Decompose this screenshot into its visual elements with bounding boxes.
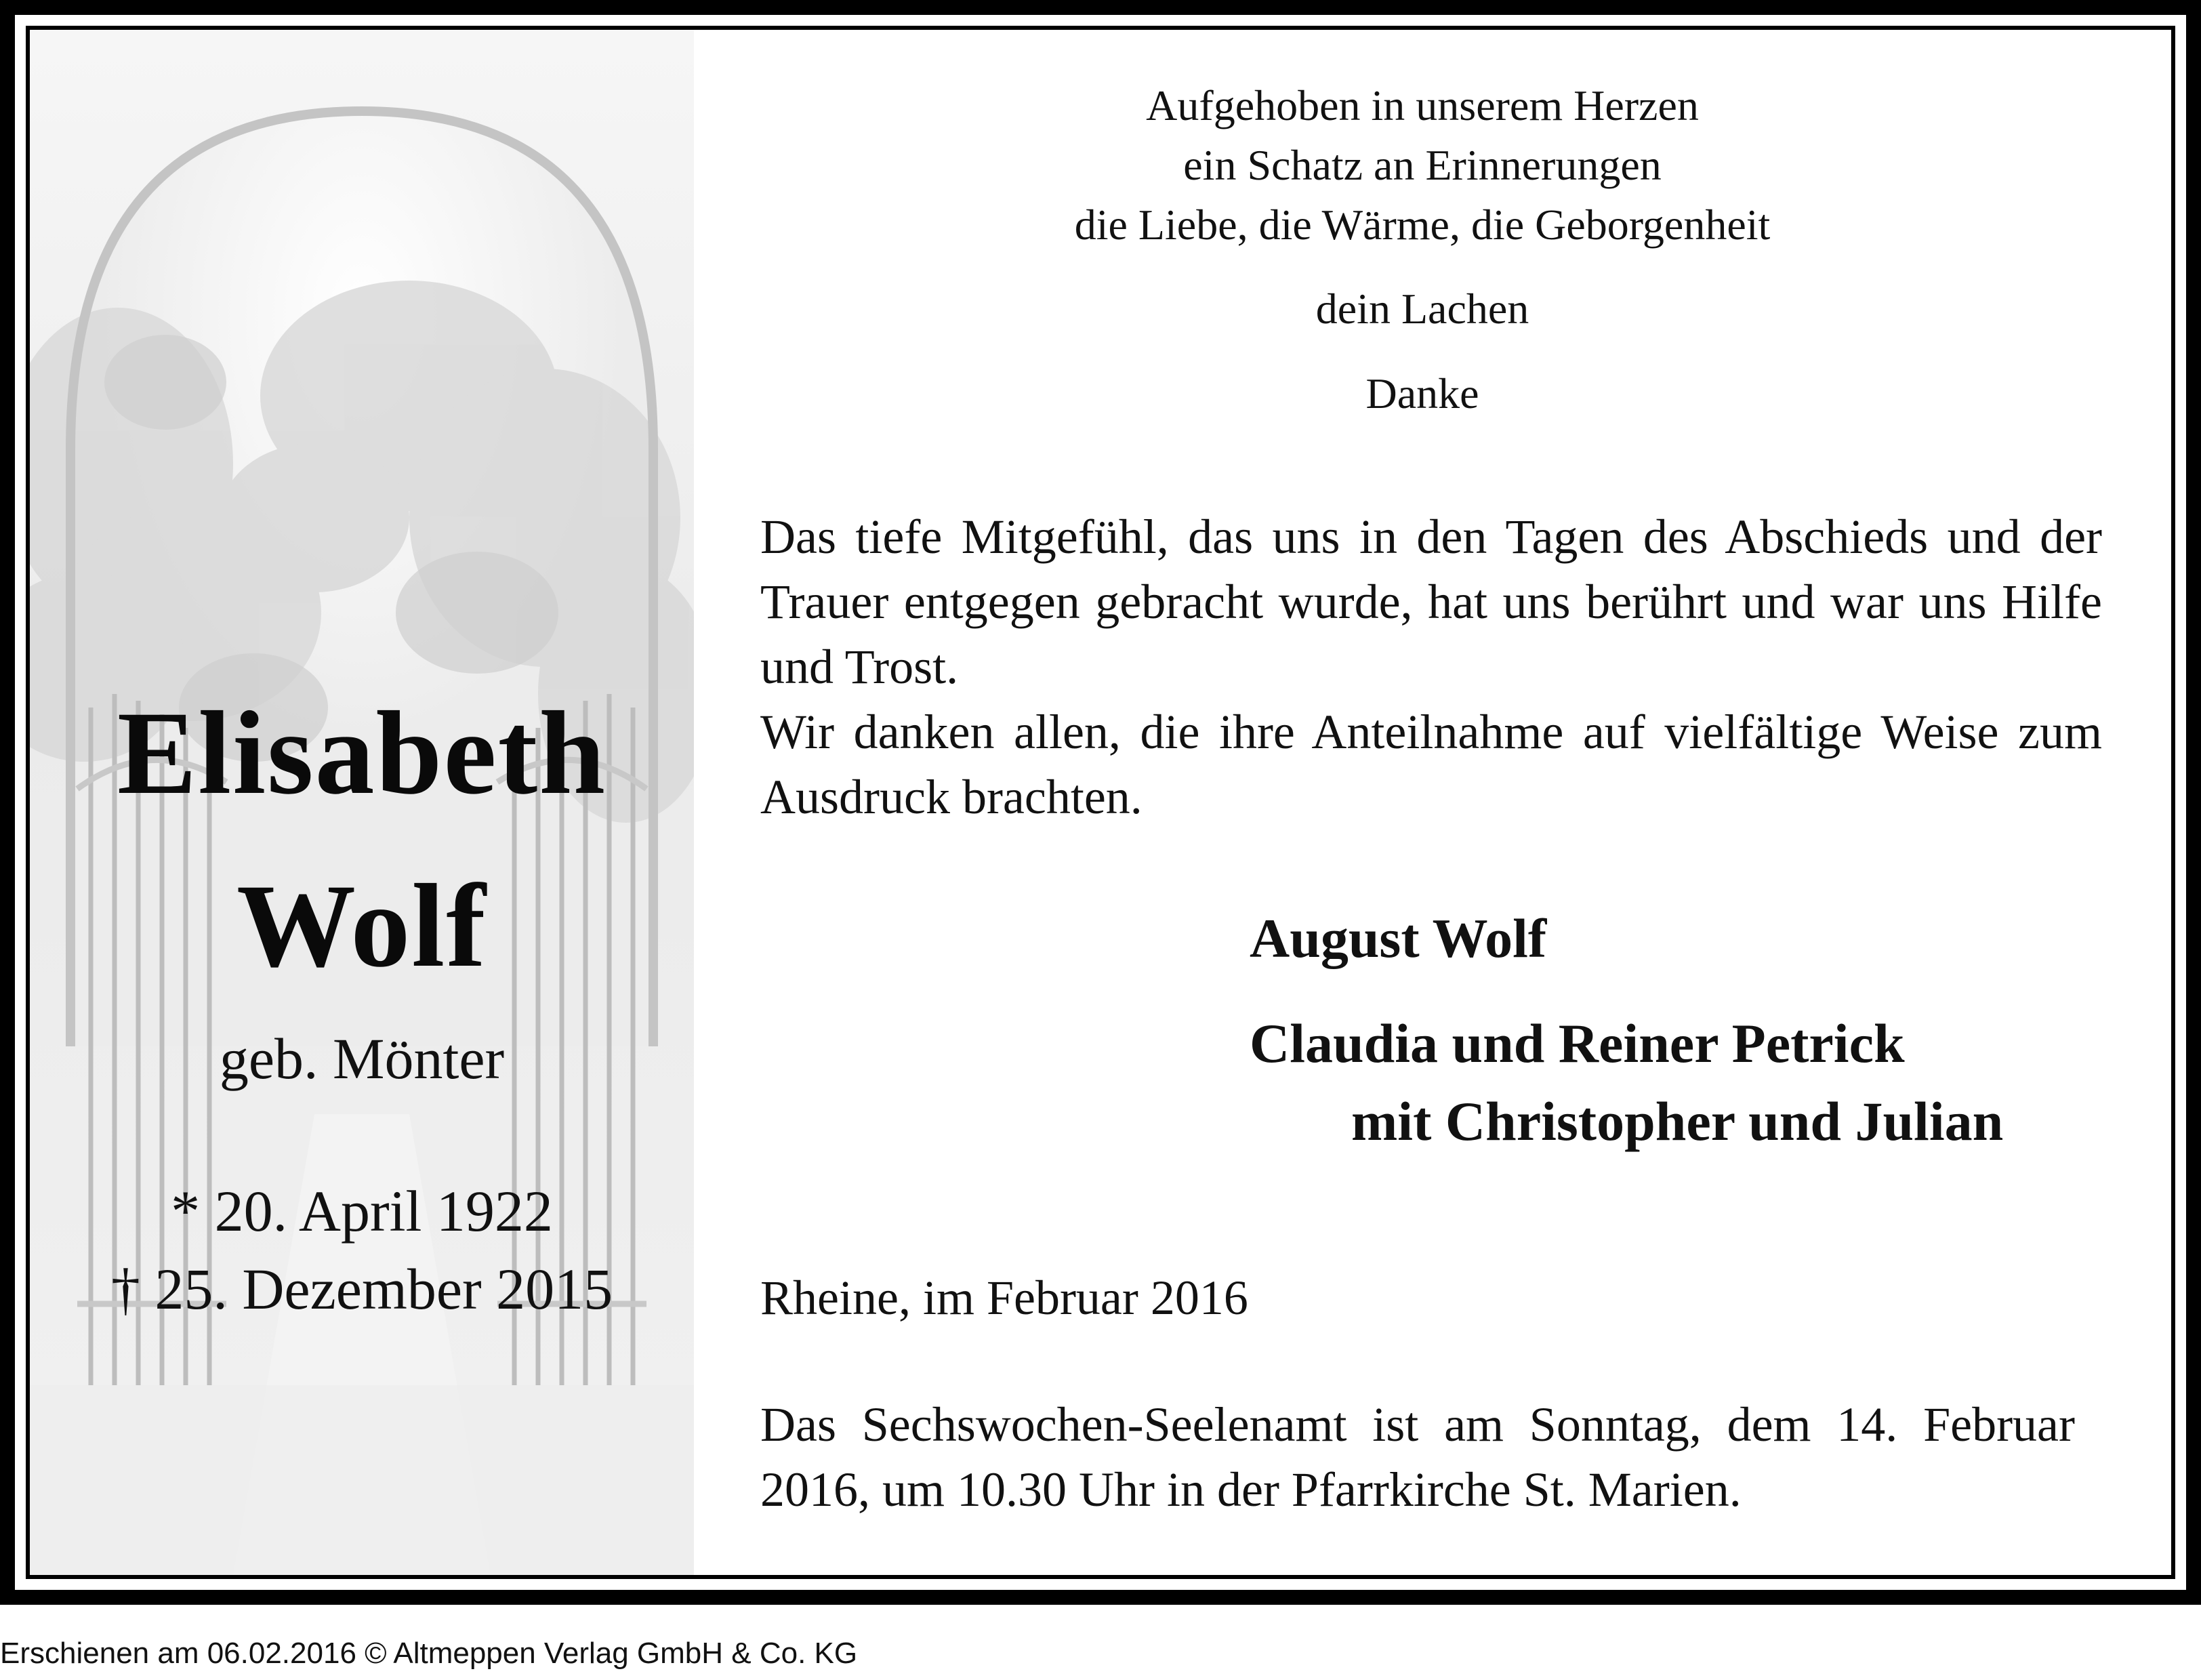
family-signature: Claudia und Reiner Petrick	[1250, 1012, 1905, 1074]
deceased-first-name: Elisabeth	[117, 687, 607, 819]
service-announcement: Das Sechswochen-Seelenamt ist am Sonntag, dem 14. Februar 2016, um 10.30 Uhr in der Pfarrkirche St. Marien.	[760, 1397, 2075, 1517]
publication-footer: Erschienen am 06.02.2016 © Altmeppen Verlag GmbH & Co. KG	[0, 1637, 858, 1670]
deceased-last-name: Wolf	[236, 860, 487, 992]
place-and-date: Rheine, im Februar 2016	[760, 1271, 1248, 1325]
family-signature: August Wolf	[1250, 907, 1547, 969]
message-paragraph: Wir danken allen, die ihre Anteilnahme auf vielfältige Weise zum Ausdruck brachten.	[760, 705, 2102, 824]
verse-line: Aufgehoben in unserem Herzen	[1146, 81, 1699, 129]
message-paragraph: Das tiefe Mitgefühl, das uns in den Tagen des Abschieds und der Trauer entgegen gebracht wurde, hat uns berührt und war uns Hilfe und Trost.	[760, 510, 2102, 694]
family-signature: mit Christopher und Julian	[1351, 1090, 2004, 1152]
thank-you-message	[760, 504, 2102, 829]
notice-content	[30, 30, 2171, 1575]
birth-date: * 20. April 1922	[171, 1179, 553, 1244]
verse-line: dein Lachen	[1315, 285, 1529, 333]
maiden-name: geb. Mönter	[219, 1026, 505, 1091]
cemetery-gate-photo	[30, 30, 694, 1575]
verse-line: die Liebe, die Wärme, die Geborgenheit	[1074, 201, 1771, 249]
death-date: † 25. Dezember 2015	[110, 1256, 613, 1322]
verse-line: Danke	[1365, 369, 1479, 417]
verse-line: ein Schatz an Erinnerungen	[1183, 141, 1662, 189]
